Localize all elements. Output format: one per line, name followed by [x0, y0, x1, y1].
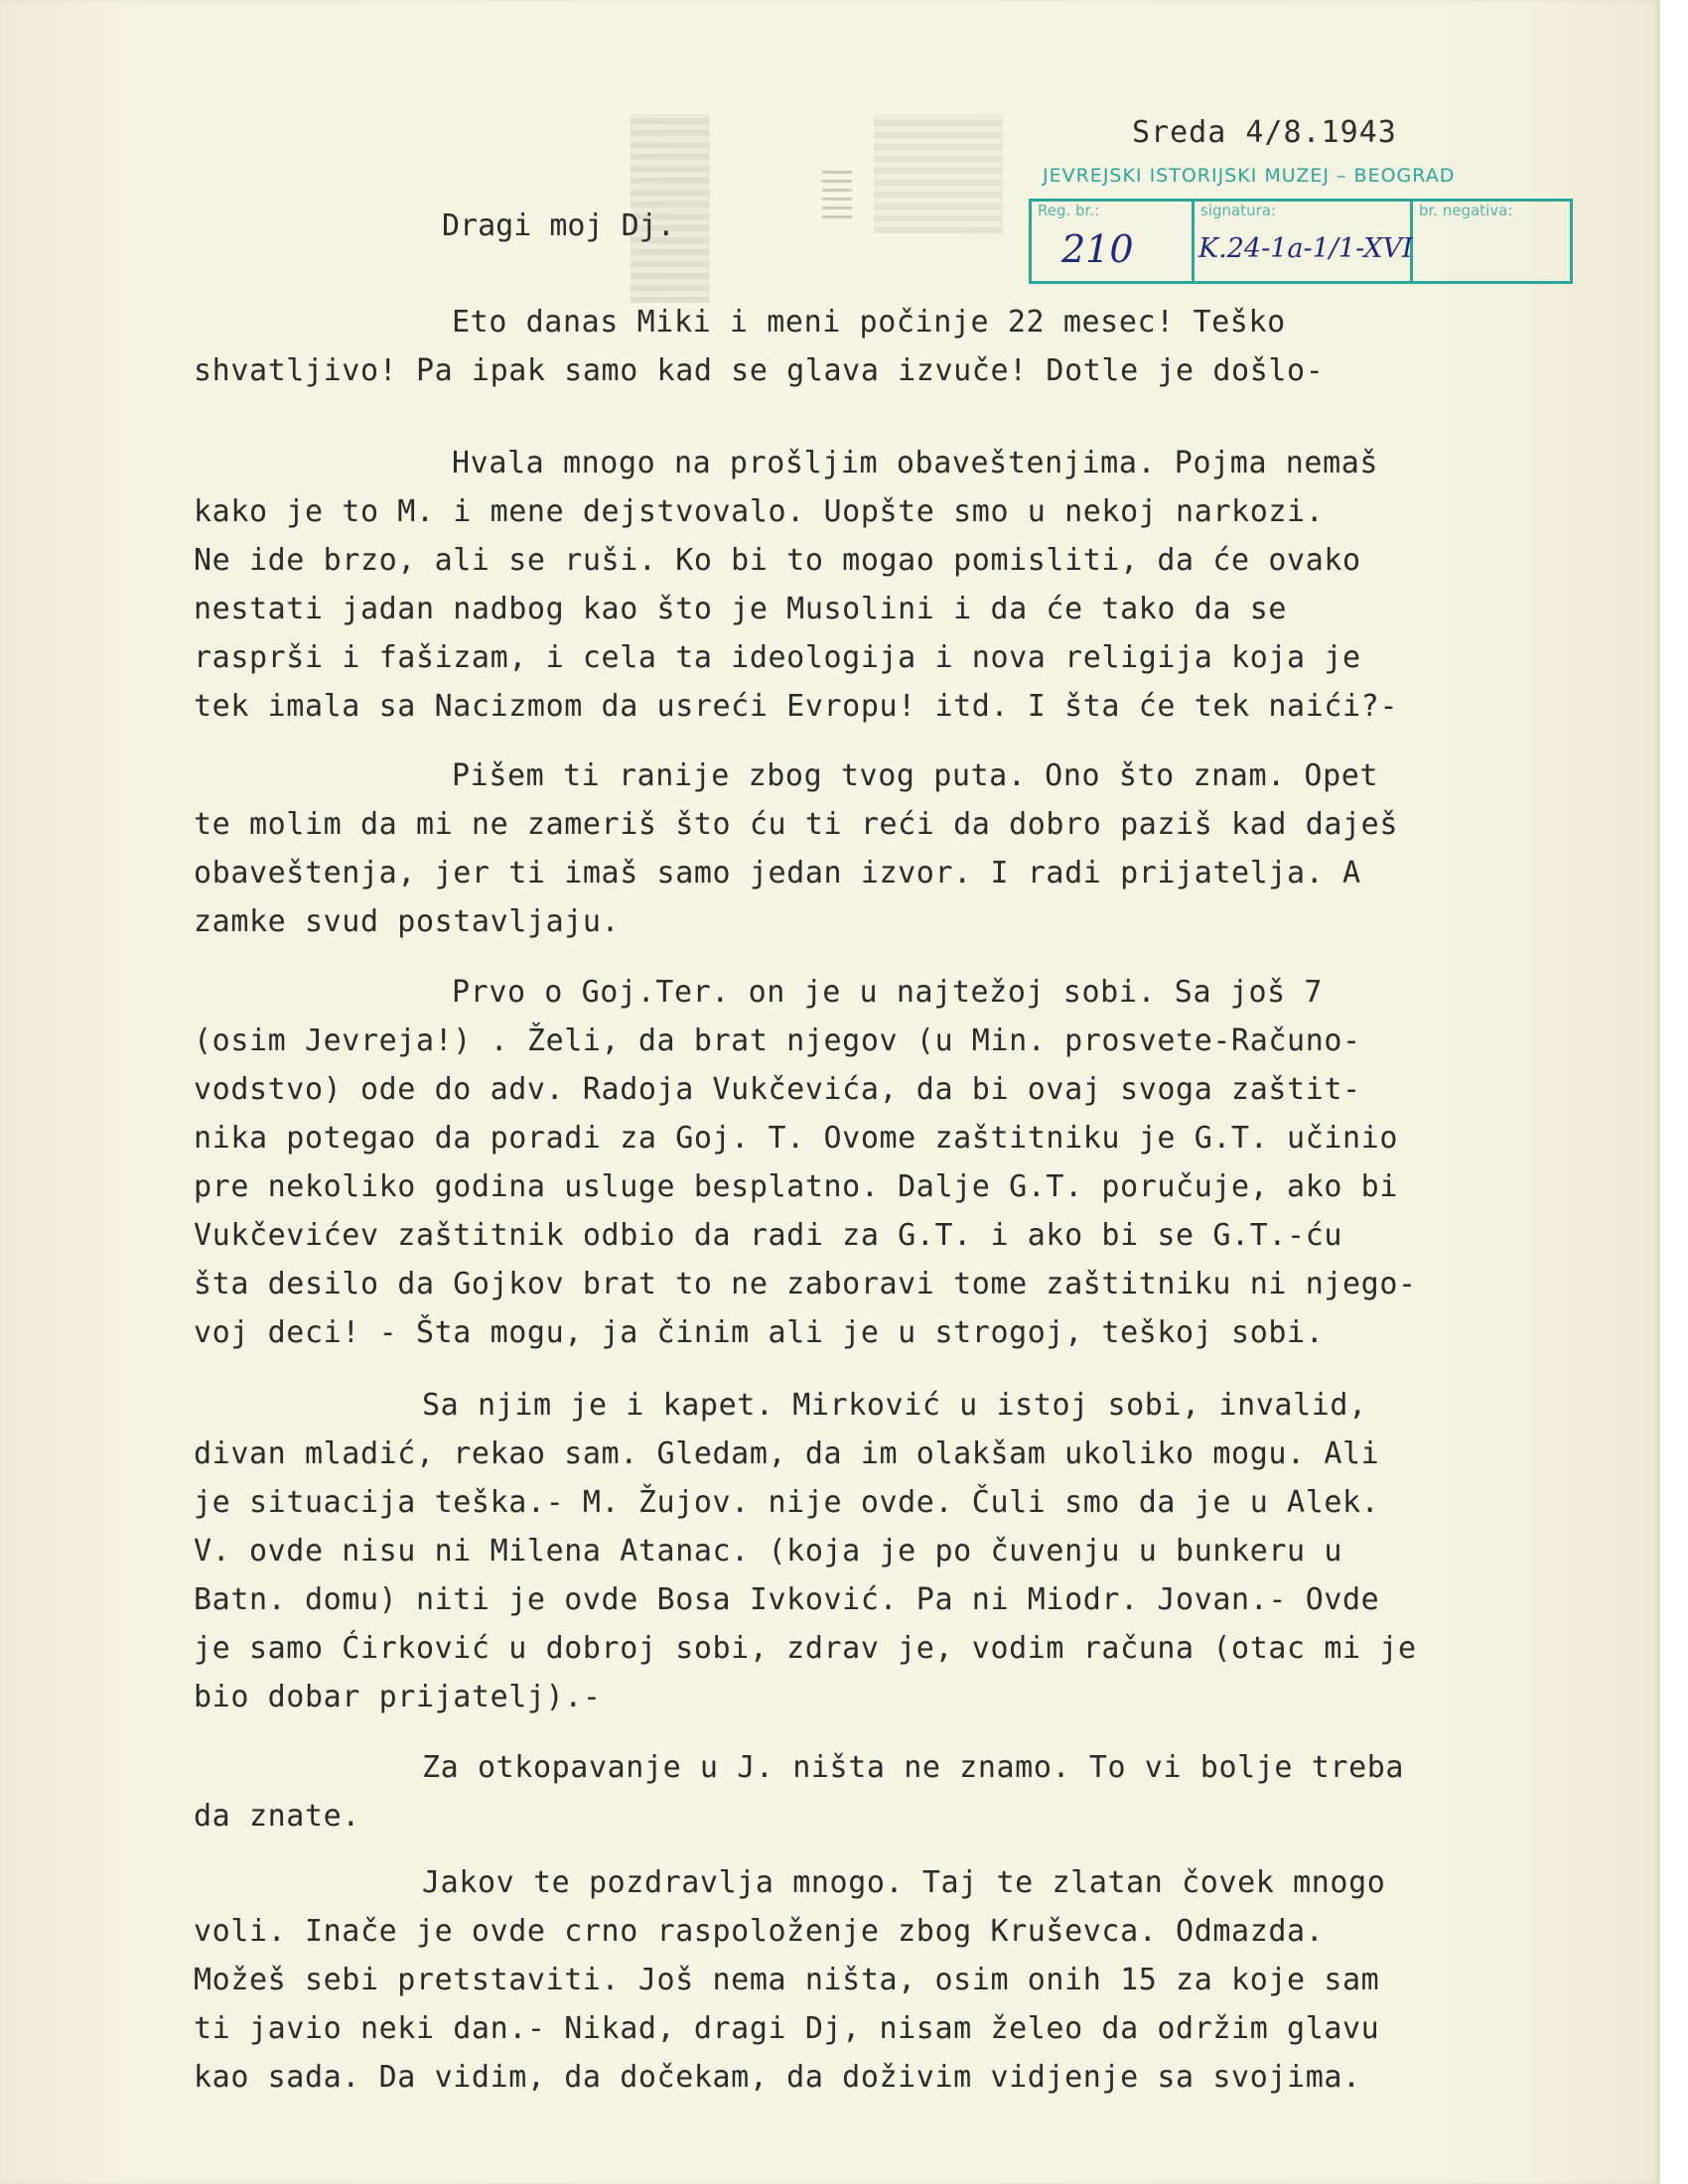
stamp-institution: JEVREJSKI ISTORIJSKI MUZEJ – BEOGRAD: [1043, 165, 1456, 187]
text-line: Eto danas Miki i meni počinje 22 mesec! Teško: [452, 305, 1286, 340]
scan-smudge: [822, 169, 852, 218]
text-line: Pišem ti ranije zbog tvog puta. Ono što znam. Opet: [452, 758, 1379, 793]
text-line: Hvala mnogo na prošljim obaveštenjima. Pojma nemaš: [452, 446, 1379, 480]
stamp-label-negative: br. negativa:: [1419, 202, 1513, 219]
text-line: obaveštenja, jer ti imaš samo jedan izvor. I radi prijatelja. A: [194, 856, 1361, 890]
text-line: šta desilo da Gojkov brat to ne zaboravi tome zaštitniku ni njego-: [194, 1267, 1417, 1301]
text-line: tek imala sa Nacizmom da usreći Evropu! itd. I šta će tek naići?-: [194, 689, 1398, 724]
text-line: rasprši i fašizam, i cela ta ideologija i nova religija koja je: [194, 640, 1361, 675]
paragraph: [194, 1858, 1584, 2102]
paragraph: [194, 968, 1584, 1357]
text-line: je samo Ćirković u dobroj sobi, zdrav je, vodim računa (otac mi je: [194, 1631, 1417, 1666]
salutation: Dragi moj Dj.: [442, 208, 675, 243]
scan-smudge: [874, 114, 1003, 233]
text-line: V. ovde nisu ni Milena Atanac. (koja je po čuvenju u bunkeru u: [194, 1534, 1343, 1569]
stamp-cell-signature: [1195, 202, 1413, 281]
text-line: Ne ide brzo, ali se ruši. Ko bi to mogao pomisliti, da će ovako: [194, 543, 1361, 578]
text-line: je situacija teška.- M. Žujov. nije ovde. Čuli smo da je u Alek.: [194, 1485, 1380, 1520]
text-line: voli. Inače je ovde crno raspoloženje zbog Kruševca. Odmazda.: [194, 1914, 1325, 1949]
stamp-label-signature: signatura:: [1200, 202, 1277, 219]
text-line: (osim Jevreja!) . Želi, da brat njegov (u Min. prosvete-Računo-: [194, 1024, 1361, 1058]
text-line: Vukčevićev zaštitnik odbio da radi za G.T. i ako bi se G.T.-ću: [194, 1218, 1343, 1253]
text-line: Prvo o Goj.Ter. on je u najtežoj sobi. Sa još 7: [452, 975, 1324, 1010]
text-line: nika potegao da poradi za Goj. T. Ovome zaštitniku je G.T. učinio: [194, 1121, 1398, 1156]
text-line: Sa njim je i kapet. Mirković u istoj sobi, invalid,: [422, 1388, 1367, 1423]
text-line: voj deci! - Šta mogu, ja činim ali je u strogoj, teškoj sobi.: [194, 1315, 1325, 1350]
letter-date: Sreda 4/8.1943: [1132, 115, 1397, 150]
text-line: zamke svud postavljaju.: [194, 904, 621, 939]
museum-stamp: [1029, 163, 1575, 288]
text-line: kako je to M. i mene dejstvovalo. Uopšte smo u nekoj narkozi.: [194, 494, 1325, 529]
stamp-cell-reg: [1032, 202, 1195, 281]
text-line: Za otkopavanje u J. ništa ne znamo. To vi bolje treba: [422, 1750, 1405, 1785]
text-line: vodstvo) ode do adv. Radoja Vukčevića, da bi ovaj svoga zaštit-: [194, 1072, 1361, 1107]
text-line: pre nekoliko godina usluge besplatno. Dalje G.T. poručuje, ako bi: [194, 1169, 1398, 1204]
text-line: Možeš sebi pretstaviti. Još nema ništa, osim onih 15 za koje sam: [194, 1963, 1380, 1997]
stamp-box: [1029, 199, 1573, 284]
text-line: shvatljivo! Pa ipak samo kad se glava izvuče! Dotle je došlo-: [194, 353, 1325, 388]
stamp-label-reg: Reg. br.:: [1038, 202, 1100, 219]
text-line: bio dobar prijatelj).-: [194, 1680, 602, 1714]
stamp-value-reg: 210: [1061, 227, 1134, 271]
text-line: kao sada. Da vidim, da dočekam, da doživim vidjenje sa svojima.: [194, 2060, 1361, 2095]
text-line: nestati jadan nadbog kao što je Musolini i da će tako da se: [194, 592, 1288, 626]
paragraph: [194, 1743, 1584, 1841]
stamp-value-signature: K.24-1a-1/1-XVI: [1198, 233, 1413, 264]
text-line: Jakov te pozdravlja mnogo. Taj te zlatan čovek mnogo: [422, 1865, 1386, 1900]
paragraph: [194, 1381, 1584, 1721]
text-line: divan mladić, rekao sam. Gledam, da im olakšam ukoliko mogu. Ali: [194, 1436, 1380, 1471]
text-line: Batn. domu) niti je ovde Bosa Ivković. Pa ni Miodr. Jovan.- Ovde: [194, 1582, 1380, 1617]
text-line: ti javio neki dan.- Nikad, dragi Dj, nisam želeo da održim glavu: [194, 2011, 1380, 2046]
text-line: te molim da mi ne zameriš što ću ti reći da dobro paziš kad daješ: [194, 807, 1398, 842]
text-line: da znate.: [194, 1799, 360, 1834]
paragraph: [194, 751, 1584, 946]
stamp-cell-negative: [1413, 202, 1576, 281]
paragraph: [194, 439, 1584, 731]
paragraph: [194, 298, 1584, 395]
